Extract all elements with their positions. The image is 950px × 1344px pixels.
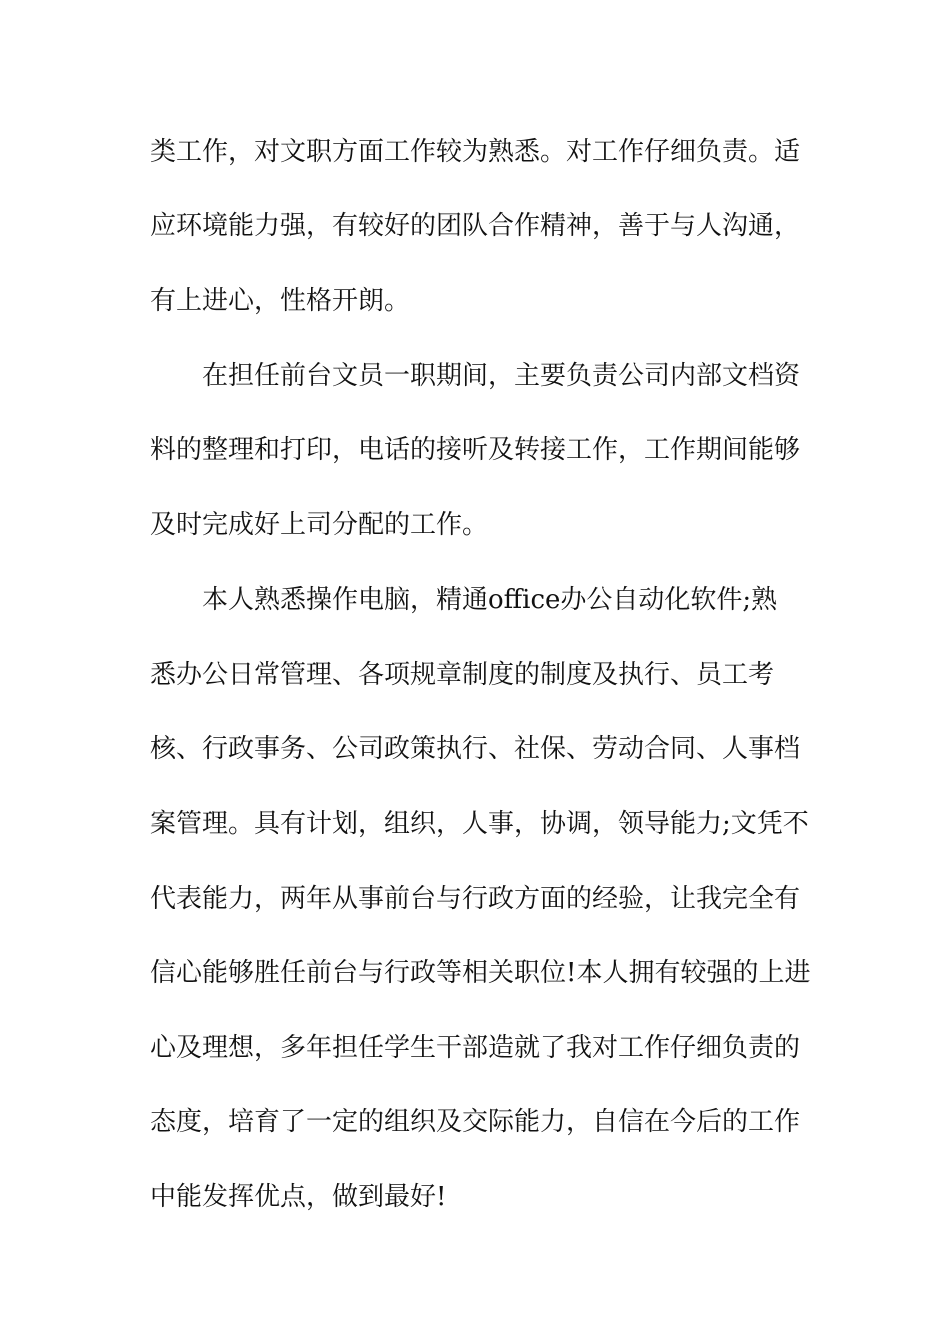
paragraph-1-line-3: 有上进心，性格开朗。: [150, 286, 411, 316]
paragraph-3-line-2: 悉办公日常管理、各项规章制度的制度及执行、员工考: [150, 660, 775, 690]
paragraph-2-line-1: 在担任前台文员一职期间，主要负责公司内部文档资: [202, 361, 801, 391]
paragraph-3-line-1: 本人熟悉操作电脑，精通office办公自动化软件;熟: [202, 585, 778, 615]
paragraph-2-line-2: 料的整理和打印，电话的接听及转接工作，工作期间能够: [150, 435, 801, 465]
paragraph-3-line-4: 案管理。具有计划，组织，人事，协调，领导能力;文凭不: [150, 809, 809, 839]
paragraph-1-line-1: 类工作，对文职方面工作较为熟悉。对工作仔细负责。适: [150, 137, 801, 167]
paragraph-3-line-8: 态度，培育了一定的组织及交际能力，自信在今后的工作: [150, 1107, 801, 1137]
paragraph-3-line-5: 代表能力，两年从事前台与行政方面的经验，让我完全有: [150, 884, 801, 914]
paragraph-1-line-2: 应环境能力强，有较好的团队合作精神，善于与人沟通，: [150, 211, 801, 241]
paragraph-2-line-3: 及时完成好上司分配的工作。: [150, 510, 489, 540]
paragraph-3-line-3: 核、行政事务、公司政策执行、社保、劳动合同、人事档: [150, 734, 801, 764]
paragraph-3-line-6: 信心能够胜任前台与行政等相关职位!本人拥有较强的上进: [150, 958, 811, 988]
paragraph-3-line-7: 心及理想，多年担任学生干部造就了我对工作仔细负责的: [150, 1033, 801, 1063]
paragraph-3-line-9: 中能发挥优点，做到最好!: [150, 1182, 447, 1212]
